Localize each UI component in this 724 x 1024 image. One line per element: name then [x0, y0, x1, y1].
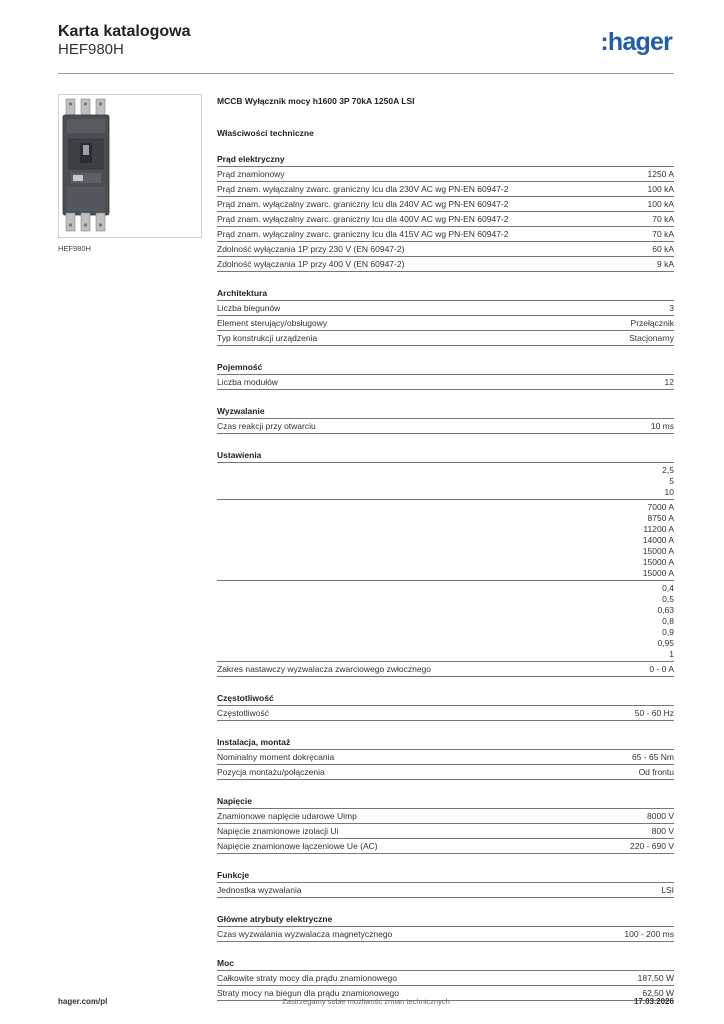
- property-value-line: 100 - 200 ms: [624, 928, 674, 939]
- property-row: [217, 331, 674, 346]
- section: [217, 869, 674, 898]
- section: [217, 957, 674, 1001]
- property-label: Czas wyzwalania wyzwalacza magnetycznego: [217, 928, 393, 939]
- section-title: Wyzwalanie: [217, 405, 674, 419]
- property-value-line: LSI: [661, 884, 674, 895]
- properties-sections: [217, 153, 674, 1001]
- property-value-line: 0,95: [657, 637, 674, 648]
- property-row: [217, 182, 674, 197]
- property-row: [217, 883, 674, 898]
- section: [217, 287, 674, 346]
- property-label: Prąd znam. wyłączalny zwarc. graniczny Icu dla 230V AC wg PN-EN 60947-2: [217, 183, 509, 194]
- hager-logo: :hager: [600, 28, 672, 56]
- property-value-line: 15000 A: [642, 545, 674, 556]
- property-value: [649, 664, 674, 675]
- property-value-line: 8000 V: [647, 810, 674, 821]
- property-row: [217, 167, 674, 182]
- footer-site: hager.com/pl: [58, 997, 108, 1006]
- section-title: Pojemność: [217, 361, 674, 375]
- property-value-line: 0,4: [662, 582, 674, 593]
- property-value: [669, 303, 674, 314]
- property-row: [217, 706, 674, 721]
- property-value: [652, 244, 674, 255]
- property-value-line: 100 kA: [647, 183, 674, 194]
- property-value-line: 5: [669, 475, 674, 486]
- property-value: [662, 465, 674, 498]
- property-label: Zakres nastawczy wyzwalacza zwarciowego zwłocznego: [217, 663, 431, 674]
- property-value-line: 14000 A: [642, 534, 674, 545]
- property-value-line: Od frontu: [638, 766, 674, 777]
- section-title: Funkcje: [217, 869, 674, 883]
- property-label: Całkowite straty mocy dla prądu znamionowego: [217, 972, 398, 983]
- property-value-line: 7000 A: [647, 501, 674, 512]
- property-value: [638, 973, 674, 984]
- property-row: [217, 971, 674, 986]
- product-model: HEF980H: [58, 41, 124, 58]
- document-title: Karta katalogowa: [58, 23, 191, 40]
- property-value-line: 800 V: [651, 825, 674, 836]
- property-value-line: 100 kA: [647, 198, 674, 209]
- property-row: [217, 750, 674, 765]
- property-value: [648, 199, 674, 210]
- property-row: [217, 662, 674, 677]
- property-value: [657, 259, 674, 270]
- property-value-line: 60 kA: [652, 243, 674, 254]
- section: [217, 692, 674, 721]
- property-row: [217, 839, 674, 854]
- property-label: Jednostka wyzwalania: [217, 884, 302, 895]
- property-label: Napięcie znamionowe łączeniowe Ue (AC): [217, 840, 378, 851]
- property-value-line: 220 - 690 V: [630, 840, 674, 851]
- property-value-line: 62,50 W: [642, 987, 674, 998]
- property-row: [217, 301, 674, 316]
- property-label: Prąd znam. wyłączalny zwarc. graniczny Icu dla 400V AC wg PN-EN 60947-2: [217, 213, 509, 224]
- property-label: Prąd znam. wyłączalny zwarc. graniczny Icu dla 415V AC wg PN-EN 60947-2: [217, 228, 509, 239]
- property-row: [217, 316, 674, 331]
- property-value-line: 70 kA: [652, 228, 674, 239]
- section-title: Moc: [217, 957, 674, 971]
- section-title: Prąd elektryczny: [217, 153, 674, 167]
- property-value-line: 10: [664, 486, 674, 497]
- property-label: Pozycja montażu/połączenia: [217, 766, 325, 777]
- property-value: [651, 421, 674, 432]
- property-value: [635, 708, 674, 719]
- image-caption: HEF980H: [58, 244, 91, 253]
- property-label: Zdolność wyłączania 1P przy 230 V (EN 60947-2): [217, 243, 405, 254]
- section-title: Instalacja, montaż: [217, 736, 674, 750]
- property-value: [624, 929, 674, 940]
- property-label: Straty mocy na biegun dla prądu znamionowego: [217, 987, 399, 998]
- property-value-line: Stacjonarny: [629, 332, 674, 343]
- property-value: [630, 841, 674, 852]
- product-image: [58, 94, 202, 238]
- section: [217, 913, 674, 942]
- property-row: [217, 581, 674, 662]
- property-value: [648, 169, 674, 180]
- property-value-line: 2,5: [662, 464, 674, 475]
- property-value-line: 0,9: [662, 626, 674, 637]
- property-value-line: 50 - 60 Hz: [634, 707, 674, 718]
- property-value-line: Przełącznik: [630, 317, 674, 328]
- property-label: Element sterujący/obsługowy: [217, 317, 328, 328]
- property-value: [631, 318, 674, 329]
- property-label: Liczba modułów: [217, 376, 278, 387]
- property-value-line: 9 kA: [656, 258, 674, 269]
- property-value: [648, 184, 674, 195]
- property-value-line: 1250 A: [647, 168, 674, 179]
- properties-title: Właściwości techniczne: [217, 128, 314, 138]
- property-row: [217, 197, 674, 212]
- page-header: [58, 22, 678, 59]
- footer-note: Zastrzegamy sobie możliwość zmian technicznych: [282, 997, 450, 1006]
- property-value-line: 70 kA: [652, 213, 674, 224]
- property-label: Prąd znamionowy: [217, 168, 285, 179]
- property-label: Nominalny moment dokręcania: [217, 751, 335, 762]
- property-value-line: 10 ms: [650, 420, 674, 431]
- section: [217, 449, 674, 677]
- property-label: Prąd znam. wyłączalny zwarc. graniczny Icu dla 240V AC wg PN-EN 60947-2: [217, 198, 509, 209]
- property-value: [657, 583, 674, 660]
- breaker-illustration: [59, 95, 201, 237]
- section-title: Ustawienia: [217, 449, 674, 463]
- property-label: Typ konstrukcji urządzenia: [217, 332, 318, 343]
- property-value-line: 187,50 W: [637, 972, 674, 983]
- property-value-line: 11200 A: [643, 523, 674, 534]
- property-value-line: 65 - 65 Nm: [631, 751, 674, 762]
- property-value: [661, 885, 674, 896]
- header-divider: [58, 73, 674, 74]
- product-name: MCCB Wyłącznik mocy h1600 3P 70kA 1250A LSI: [217, 96, 415, 106]
- property-row: [217, 809, 674, 824]
- property-row: [217, 927, 674, 942]
- property-value-line: 0,63: [657, 604, 674, 615]
- property-value: [647, 811, 674, 822]
- property-row: [217, 227, 674, 242]
- property-row: [217, 500, 674, 581]
- property-row: [217, 375, 674, 390]
- property-label: Napięcie znamionowe izolacji Ui: [217, 825, 339, 836]
- section-title: Napięcie: [217, 795, 674, 809]
- property-label: Zdolność wyłączania 1P przy 400 V (EN 60947-2): [217, 258, 405, 269]
- section: [217, 736, 674, 780]
- property-value: [652, 229, 674, 240]
- property-label: Częstotliwość: [217, 707, 269, 718]
- property-value: [652, 826, 674, 837]
- property-value: [632, 752, 674, 763]
- property-value-line: 15000 A: [642, 556, 674, 567]
- section-title: Częstotliwość: [217, 692, 674, 706]
- property-value-line: 1: [669, 648, 674, 659]
- section: [217, 153, 674, 272]
- property-row: [217, 419, 674, 434]
- property-value: [629, 333, 674, 344]
- datasheet-content: [217, 96, 674, 1001]
- property-value-line: 3: [669, 302, 674, 313]
- property-value-line: 0 - 0 A: [649, 663, 674, 674]
- property-row: [217, 257, 674, 272]
- property-value-line: 12: [664, 376, 674, 387]
- section-title: Architektura: [217, 287, 674, 301]
- property-value: [665, 377, 674, 388]
- property-value: [639, 767, 674, 778]
- property-row: [217, 765, 674, 780]
- property-row: [217, 824, 674, 839]
- property-row: [217, 463, 674, 500]
- footer-date: 17.03.2026: [633, 997, 674, 1006]
- section: [217, 405, 674, 434]
- property-value-line: 8750 A: [647, 512, 674, 523]
- property-label: Znamionowe napięcie udarowe Uimp: [217, 810, 357, 821]
- section-title: Główne atrybuty elektryczne: [217, 913, 674, 927]
- property-row: [217, 242, 674, 257]
- section: [217, 795, 674, 854]
- property-label: Czas reakcji przy otwarciu: [217, 420, 316, 431]
- section: [217, 361, 674, 390]
- property-value-line: 0,5: [662, 593, 674, 604]
- property-row: [217, 212, 674, 227]
- property-value-line: 0,8: [662, 615, 674, 626]
- property-value-line: 15000 A: [642, 567, 674, 578]
- property-value: [643, 502, 674, 579]
- property-value: [652, 214, 674, 225]
- property-label: Liczba biegunów: [217, 302, 281, 313]
